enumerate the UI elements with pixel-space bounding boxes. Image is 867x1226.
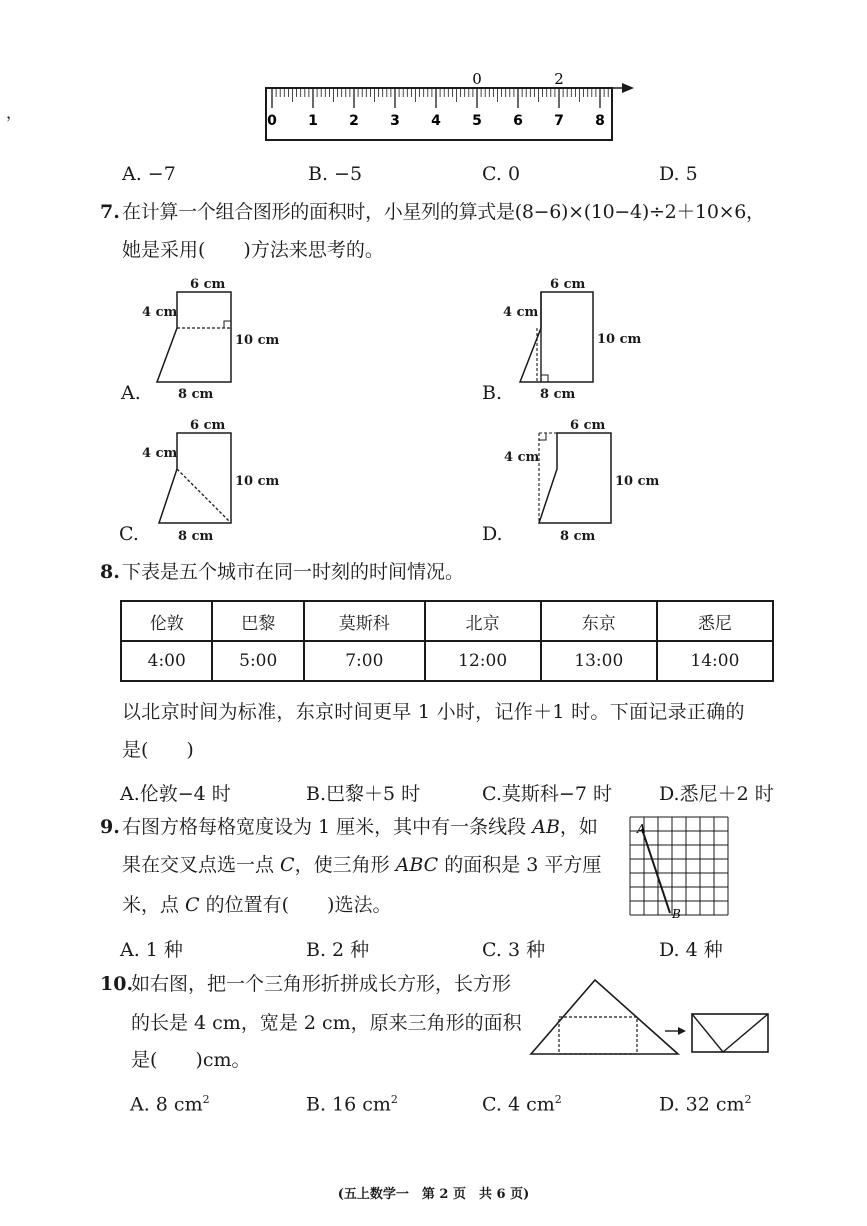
q7-option-a[interactable]: A. [121, 382, 141, 404]
q6-option-d[interactable]: D. 5 [659, 163, 698, 185]
city-time-table [120, 600, 774, 682]
q7d-dim-top: 6 cm [570, 418, 606, 433]
point-b-label: B [672, 907, 681, 921]
q7a-dim-right: 10 cm [235, 333, 280, 348]
q9-line3: 米，点 C 的位置有( )选法。 [122, 894, 392, 916]
ruler-label: 1 [308, 113, 318, 129]
ruler-label: 6 [513, 113, 523, 129]
q7-figure-a [120, 272, 300, 402]
ruler-figure [262, 68, 642, 144]
number-line-label: 2 [554, 70, 564, 88]
q10-number: 10. [100, 973, 134, 995]
q7-figure-d [500, 413, 680, 543]
q7c-dim-right: 10 cm [235, 474, 280, 489]
q7-figure-b [500, 272, 680, 402]
table-header-cell: 东京 [541, 601, 657, 641]
q9-option-c[interactable]: C. 3 种 [482, 939, 546, 961]
ruler-label: 0 [267, 113, 277, 129]
q7b-dim-right: 10 cm [597, 332, 642, 347]
q7d-dim-bottom: 8 cm [560, 529, 596, 544]
segment-ab [642, 829, 670, 913]
q7-number: 7. [100, 201, 120, 223]
q10-line3: 是( )cm。 [131, 1049, 251, 1071]
q8-option-c[interactable]: C.莫斯科−7 时 [482, 783, 612, 805]
ruler-label: 7 [554, 113, 564, 129]
q9-option-a[interactable]: A. 1 种 [120, 939, 183, 961]
q10-option-d[interactable]: D. 32 $cm^2$ [659, 1093, 752, 1116]
ruler-label: 5 [472, 113, 482, 129]
q10-line1: 如右图，把一个三角形折拼成长方形，长方形 [131, 973, 512, 995]
q8-option-d[interactable]: D.悉尼＋2 时 [659, 783, 774, 805]
ruler-ticks [272, 88, 608, 108]
q7-text-line1: 在计算一个组合图形的面积时，小星列的算式是(8−6)×(10−4)÷2＋10×6， [122, 201, 765, 223]
table-cell: 13:00 [541, 641, 657, 681]
ruler-label: 3 [390, 113, 400, 129]
table-header-cell: 莫斯科 [304, 601, 425, 641]
q8-text: 下表是五个城市在同一时刻的时间情况。 [122, 561, 465, 583]
ruler-label: 4 [431, 113, 441, 129]
q9-line2: 果在交叉点选一点 C，使三角形 ABC 的面积是 3 平方厘 [122, 854, 602, 876]
q6-option-a[interactable]: A. −7 [122, 163, 176, 185]
q7c-dim-bottom: 8 cm [178, 529, 214, 544]
q6-option-c[interactable]: C. 0 [482, 163, 521, 185]
table-header-cell: 悉尼 [657, 601, 773, 641]
q7a-dim-bottom: 8 cm [178, 387, 214, 402]
table-header-cell: 巴黎 [212, 601, 303, 641]
table-header-cell: 伦敦 [121, 601, 212, 641]
q10-figure [528, 972, 776, 1062]
q7-figure-c [120, 413, 300, 543]
q7-option-d[interactable]: D. [482, 523, 503, 545]
q10-option-b[interactable]: B. 16 $cm^2$ [306, 1093, 398, 1116]
q9-number: 9. [100, 816, 120, 838]
point-a-label: A [637, 822, 646, 836]
ruler-top-labels [472, 70, 564, 88]
q7-text-line2: 她是采用( )方法来思考的。 [122, 239, 384, 261]
q9-line1: 右图方格每格宽度设为 1 厘米，其中有一条线段 AB，如 [122, 816, 598, 838]
q9-grid-figure [628, 815, 740, 927]
q8-option-a[interactable]: A.伦敦−4 时 [120, 783, 231, 805]
q10-option-a[interactable]: A. 8 $cm^2$ [130, 1093, 210, 1116]
q8-number: 8. [100, 561, 120, 583]
q8-text2-line2: 是( ) [122, 739, 194, 761]
number-line-label: 0 [472, 70, 482, 88]
table-header-cell: 北京 [425, 601, 541, 641]
q7c-dim-left: 4 cm [142, 446, 178, 461]
ruler-label: 8 [595, 113, 605, 129]
table-cell: 4:00 [121, 641, 212, 681]
q10-option-c[interactable]: C. 4 $cm^2$ [482, 1093, 562, 1116]
q7b-dim-top: 6 cm [550, 277, 586, 292]
q7a-dim-left: 4 cm [142, 305, 178, 320]
table-cell: 5:00 [212, 641, 303, 681]
q8-text2-line1: 以北京时间为标准，东京时间更早 1 小时，记作＋1 时。下面记录正确的 [122, 701, 745, 723]
ruler-labels [267, 113, 605, 129]
table-cell: 14:00 [657, 641, 773, 681]
page-footer: (五上数学一 第 2 页 共 6 页) [337, 1187, 530, 1202]
q7-option-b[interactable]: B. [482, 382, 503, 404]
table-row [121, 641, 773, 681]
ruler-label: 2 [349, 113, 359, 129]
margin-mark: ， [6, 103, 23, 122]
q8-option-b[interactable]: B.巴黎＋5 时 [306, 783, 421, 805]
q6-option-b[interactable]: B. −5 [308, 163, 363, 185]
q7b-dim-left: 4 cm [503, 305, 539, 320]
table-cell: 7:00 [304, 641, 425, 681]
q7b-dim-bottom: 8 cm [540, 387, 576, 402]
table-cell: 12:00 [425, 641, 541, 681]
q7c-dim-top: 6 cm [190, 418, 226, 433]
q9-option-b[interactable]: B. 2 种 [306, 939, 370, 961]
q7d-dim-right: 10 cm [615, 474, 660, 489]
q7d-dim-left: 4 cm [504, 450, 540, 465]
q7-option-c[interactable]: C. [119, 523, 139, 545]
q7a-dim-top: 6 cm [190, 277, 226, 292]
q9-option-d[interactable]: D. 4 种 [659, 939, 723, 961]
table-row [121, 601, 773, 641]
q10-line2: 的长是 4 cm，宽是 2 cm，原来三角形的面积 [131, 1012, 522, 1034]
